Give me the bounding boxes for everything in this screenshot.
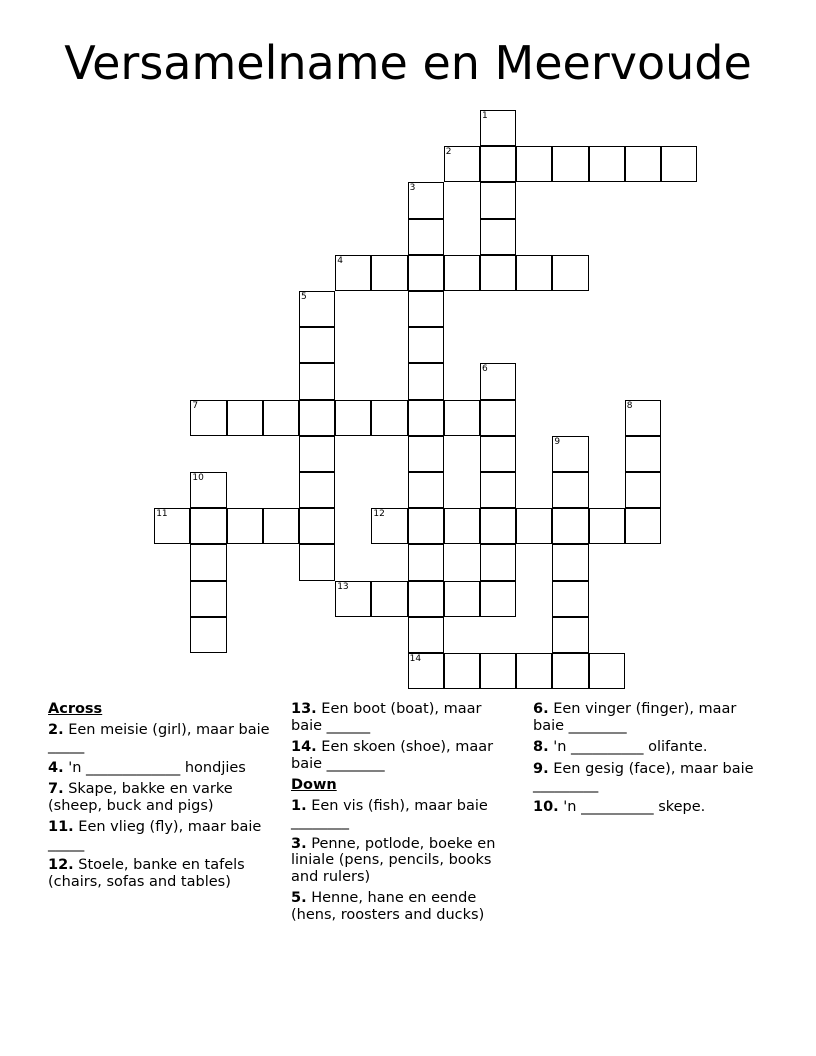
clue-number: 7	[192, 400, 199, 411]
clue-item	[533, 799, 763, 816]
clue-text: 'n __________ skepe.	[558, 798, 706, 815]
clue-number: 1	[482, 111, 488, 121]
grid-cell[interactable]	[190, 472, 226, 508]
grid-cell[interactable]	[480, 255, 516, 291]
clues-column-2	[291, 701, 516, 928]
clue-number: 11	[156, 509, 168, 520]
clue-text: Een meisie (girl), maar baie _____	[48, 721, 270, 754]
grid-cell[interactable]	[444, 255, 480, 291]
clue-number-label: 2.	[48, 721, 64, 738]
clue-number-label: 4.	[48, 759, 64, 776]
grid-cell[interactable]	[190, 581, 226, 617]
clue-number: 9	[554, 436, 561, 447]
clue-number-label: 7.	[48, 781, 64, 797]
clue-text: Een boot (boat), maar baie ______	[291, 701, 482, 734]
grid-cell[interactable]	[480, 182, 516, 218]
grid-cell[interactable]	[408, 544, 444, 580]
grid-cell[interactable]	[552, 617, 588, 653]
clue-item	[48, 857, 273, 890]
clue-number: 13	[337, 581, 349, 592]
grid-cell[interactable]	[299, 291, 335, 327]
grid-cell[interactable]	[625, 436, 661, 472]
grid-cell[interactable]	[408, 327, 444, 363]
clue-number-label: 8.	[533, 739, 549, 755]
clue-text: Henne, hane en eende (hens, roosters and ducks)	[291, 890, 485, 923]
grid-cell[interactable]	[444, 146, 480, 182]
clue-number-label: 1.	[291, 797, 307, 814]
grid-cell[interactable]	[408, 508, 444, 544]
clue-text: 'n _____________ hondjies	[63, 759, 246, 776]
grid-cell[interactable]	[408, 219, 444, 255]
grid-cell[interactable]	[299, 508, 335, 544]
grid-cell[interactable]	[480, 110, 516, 146]
grid-cell[interactable]	[552, 581, 588, 617]
grid-cell[interactable]	[516, 508, 552, 544]
clue-item	[291, 836, 516, 886]
down-heading: Down	[291, 777, 337, 793]
clue-text: 'n __________ olifante.	[548, 739, 708, 755]
grid-cell[interactable]	[227, 508, 263, 544]
grid-cell[interactable]	[589, 146, 625, 182]
grid-cell[interactable]	[480, 581, 516, 617]
clue-text: Een vlieg (fly), maar baie _____	[48, 819, 262, 852]
across-heading: Across	[48, 701, 103, 717]
grid-cell[interactable]	[299, 472, 335, 508]
grid-cell[interactable]	[552, 146, 588, 182]
grid-cell[interactable]	[408, 182, 444, 218]
clue-number-label: 11.	[48, 819, 74, 835]
clue-number-label: 14.	[291, 739, 317, 755]
grid-cell[interactable]	[299, 436, 335, 472]
clue-item	[291, 701, 516, 734]
grid-cell[interactable]	[227, 400, 263, 436]
clue-number-label: 9.	[533, 760, 549, 777]
clue-number: 10	[192, 473, 204, 483]
grid-cell[interactable]	[589, 508, 625, 544]
clue-number-label: 13.	[291, 701, 317, 717]
grid-cell[interactable]	[625, 472, 661, 508]
clue-number-label: 3.	[291, 835, 307, 852]
clue-number: 4	[337, 255, 343, 266]
clue-number: 3	[409, 183, 416, 194]
clue-item	[48, 722, 273, 755]
grid-cell[interactable]	[154, 508, 190, 544]
grid-cell[interactable]	[408, 255, 444, 291]
clues-column-3	[533, 701, 763, 820]
grid-cell[interactable]	[408, 653, 444, 689]
grid-cell[interactable]	[480, 508, 516, 544]
grid-cell[interactable]	[408, 617, 444, 653]
grid-cell[interactable]	[263, 400, 299, 436]
grid-cell[interactable]	[480, 653, 516, 689]
grid-cell[interactable]	[299, 327, 335, 363]
clues-column-1	[48, 701, 273, 895]
clue-number: 8	[626, 400, 633, 411]
clue-number: 6	[482, 364, 488, 375]
grid-cell[interactable]	[552, 472, 588, 508]
grid-cell[interactable]	[408, 363, 444, 399]
grid-cell[interactable]	[408, 436, 444, 472]
grid-cell[interactable]	[589, 653, 625, 689]
clue-number-label: 10.	[533, 798, 559, 815]
grid-cell[interactable]	[190, 508, 226, 544]
grid-cell[interactable]	[480, 472, 516, 508]
clue-text: Een vinger (finger), maar baie ________	[533, 701, 737, 734]
grid-cell[interactable]	[408, 400, 444, 436]
grid-cell[interactable]	[552, 653, 588, 689]
grid-cell[interactable]	[299, 363, 335, 399]
grid-cell[interactable]	[299, 400, 335, 436]
grid-cell[interactable]	[408, 291, 444, 327]
clue-text: Skape, bakke en varke (sheep, buck and pigs)	[48, 781, 233, 814]
grid-cell[interactable]	[661, 146, 697, 182]
grid-cell[interactable]	[552, 508, 588, 544]
grid-cell[interactable]	[552, 544, 588, 580]
grid-cell[interactable]	[371, 255, 407, 291]
grid-cell[interactable]	[480, 436, 516, 472]
clue-item	[533, 701, 763, 734]
clue-item	[291, 798, 516, 831]
grid-cell[interactable]	[480, 400, 516, 436]
grid-cell[interactable]	[408, 472, 444, 508]
clue-text: Een vis (fish), maar baie ________	[291, 797, 488, 830]
clue-number: 5	[301, 292, 307, 302]
grid-cell[interactable]	[371, 400, 407, 436]
grid-cell[interactable]	[335, 255, 371, 291]
clue-item	[48, 819, 273, 852]
grid-cell[interactable]	[444, 400, 480, 436]
clue-number: 14	[409, 654, 422, 664]
grid-cell[interactable]	[516, 255, 552, 291]
grid-cell[interactable]	[190, 617, 226, 653]
grid-cell[interactable]	[625, 400, 661, 436]
clue-text: Een gesig (face), maar baie _________	[533, 760, 754, 793]
grid-cell[interactable]	[190, 544, 226, 580]
grid-cell[interactable]	[371, 508, 407, 544]
clue-item	[533, 761, 763, 794]
clue-item	[291, 739, 516, 772]
clue-number: 2	[445, 147, 452, 158]
grid-cell[interactable]	[480, 219, 516, 255]
grid-cell[interactable]	[444, 581, 480, 617]
page-title: Versamelname en Meervoude	[64, 36, 752, 90]
grid-cell[interactable]	[516, 146, 552, 182]
grid-cell[interactable]	[625, 508, 661, 544]
grid-cell[interactable]	[480, 363, 516, 399]
clue-text: Een skoen (shoe), maar baie ________	[291, 739, 494, 772]
grid-cell[interactable]	[480, 146, 516, 182]
grid-cell[interactable]	[263, 508, 299, 544]
grid-cell[interactable]	[335, 400, 371, 436]
grid-cell[interactable]	[190, 400, 226, 436]
grid-cell[interactable]	[516, 653, 552, 689]
grid-cell[interactable]	[444, 508, 480, 544]
clue-number-label: 6.	[533, 701, 549, 717]
grid-cell[interactable]	[480, 544, 516, 580]
grid-cell[interactable]	[625, 146, 661, 182]
grid-cell[interactable]	[552, 436, 588, 472]
clue-item	[533, 739, 763, 756]
clue-item	[291, 890, 516, 923]
clue-item	[48, 760, 273, 777]
clue-number: 12	[373, 509, 385, 520]
clue-text: Penne, potlode, boeke en liniale (pens, pencils, books and rulers)	[291, 835, 496, 885]
clue-number-label: 12.	[48, 857, 74, 873]
clue-item	[48, 781, 273, 814]
grid-cell[interactable]	[552, 255, 588, 291]
grid-cell[interactable]	[371, 581, 407, 617]
grid-cell[interactable]	[335, 581, 371, 617]
clue-number-label: 5.	[291, 890, 307, 906]
grid-cell[interactable]	[408, 581, 444, 617]
grid-cell[interactable]	[444, 653, 480, 689]
clue-text: Stoele, banke en tafels (chairs, sofas and tables)	[48, 857, 245, 890]
grid-cell[interactable]	[299, 544, 335, 580]
